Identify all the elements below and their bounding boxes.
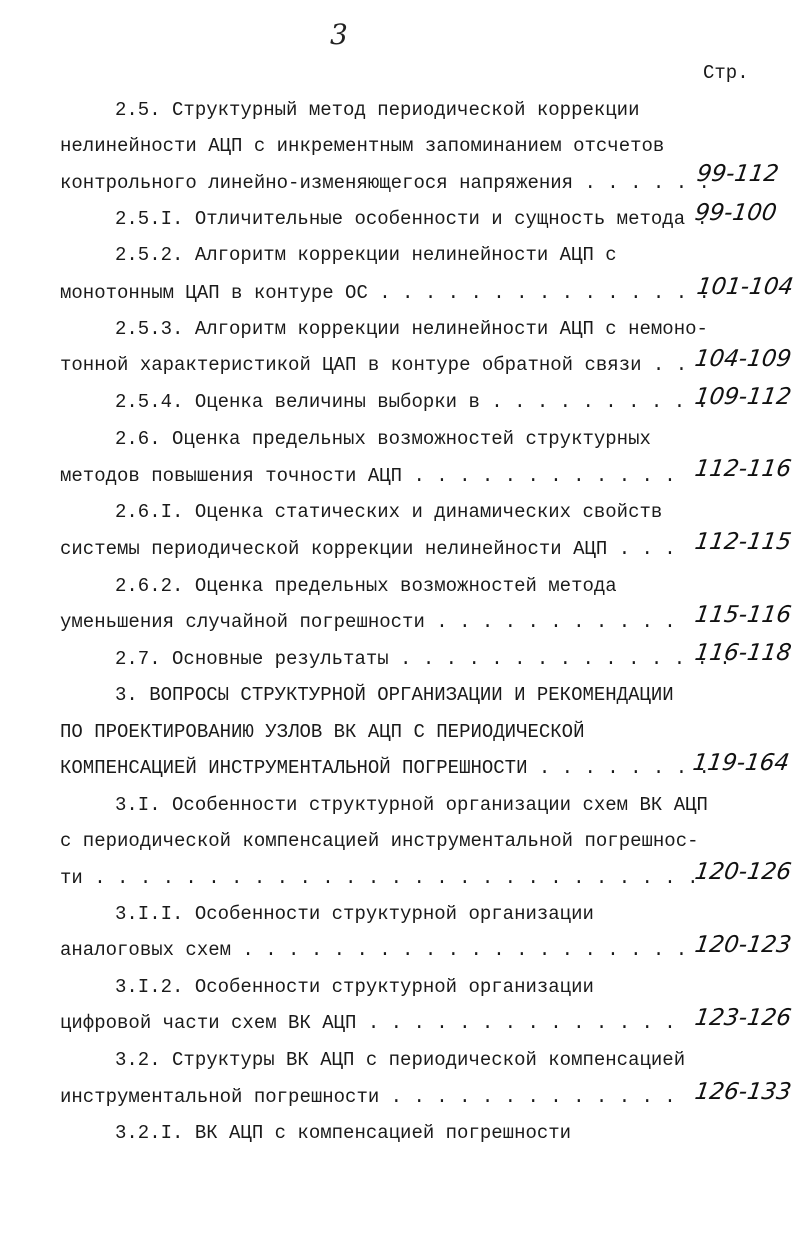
toc-line: с периодической компенсацией инструментальной погрешнос- (60, 830, 699, 852)
toc-line: 3.2. Структуры ВК АЦП с периодической компенсацией (115, 1049, 686, 1071)
page-range: 123-126 (693, 1005, 793, 1031)
toc-line: КОМПЕНСАЦИЕЙ ИНСТРУМЕНТАЛЬНОЙ ПОГРЕШНОСТИ . . . . . . . . (60, 757, 710, 779)
page-range: 120-123 (693, 932, 793, 958)
toc-line: цифровой части схем ВК АЦП . . . . . . . . . . . . . . (60, 1012, 676, 1034)
page-range: 112-116 (693, 456, 793, 482)
page-range: 101-104 (695, 274, 795, 300)
page-range: 120-126 (693, 859, 793, 885)
toc-line: ти . . . . . . . . . . . . . . . . . . . . . . . . . . . (60, 867, 699, 889)
toc-line: 2.5. Структурный метод периодической коррекции (115, 99, 640, 121)
page-column-label: Стр. (703, 62, 749, 84)
toc-line: 2.7. Основные результаты . . . . . . . . . . . . . . . (115, 648, 731, 670)
page-range: 119-164 (691, 750, 791, 776)
page-range: 104-109 (693, 346, 793, 372)
page-number: 3 (330, 18, 348, 51)
toc-line: инструментальной погрешности . . . . . . . . . . . . . (60, 1086, 676, 1108)
toc-line: методов повышения точности АЦП . . . . . . . . . . . . (60, 465, 676, 487)
toc-line: 2.5.I. Отличительные особенности и сущность метода . (115, 208, 708, 230)
toc-line: 2.5.2. Алгоритм коррекции нелинейности АЦП с (115, 244, 617, 266)
toc-line: уменьшения случайной погрешности . . . . . . . . . . . (60, 611, 676, 633)
page-range: 112-115 (693, 529, 793, 555)
page-range: 116-118 (693, 640, 793, 666)
toc-line: 2.5.4. Оценка величины выборки в . . . . . . . . . . (115, 391, 708, 413)
toc-line: 2.5.3. Алгоритм коррекции нелинейности АЦП с немоно- (115, 318, 708, 340)
page-range: 115-116 (693, 602, 793, 628)
toc-line: 3.I.I. Особенности структурной организации (115, 903, 594, 925)
toc-line: 3.2.I. ВК АЦП с компенсацией погрешности (115, 1122, 572, 1144)
toc-line: 3. ВОПРОСЫ СТРУКТУРНОЙ ОРГАНИЗАЦИИ И РЕКОМЕНДАЦИИ (115, 684, 674, 706)
toc-line: 2.6.I. Оценка статических и динамических свойств (115, 501, 663, 523)
toc-line: системы периодической коррекции нелинейности АЦП . . . (60, 538, 676, 560)
toc-line: 2.6. Оценка предельных возможностей структурных (115, 428, 651, 450)
toc-line: нелинейности АЦП с инкрементным запоминанием отсчетов (60, 135, 665, 157)
toc-line: 3.I.2. Особенности структурной организации (115, 976, 594, 998)
toc-line: аналоговых схем . . . . . . . . . . . . . . . . . . . . (60, 939, 688, 961)
toc-line: 3.I. Особенности структурной организации схем ВК АЦП (115, 794, 708, 816)
toc-line: ПО ПРОЕКТИРОВАНИЮ УЗЛОВ ВК АЦП С ПЕРИОДИЧЕСКОЙ (60, 721, 585, 743)
page-range: 99-100 (693, 200, 779, 226)
toc-line: тонной характеристикой ЦАП в контуре обратной связи . . (60, 354, 688, 376)
toc-line: 2.6.2. Оценка предельных возможностей метода (115, 575, 617, 597)
page-range: 99-112 (695, 161, 781, 187)
toc-line: контрольного линейно-изменяющегося напряжения . . . . . . (60, 172, 710, 194)
toc-line: монотонным ЦАП в контуре ОС . . . . . . . . . . . . . . . (60, 282, 710, 304)
page-range: 126-133 (693, 1079, 793, 1105)
page-range: 109-112 (693, 384, 793, 410)
